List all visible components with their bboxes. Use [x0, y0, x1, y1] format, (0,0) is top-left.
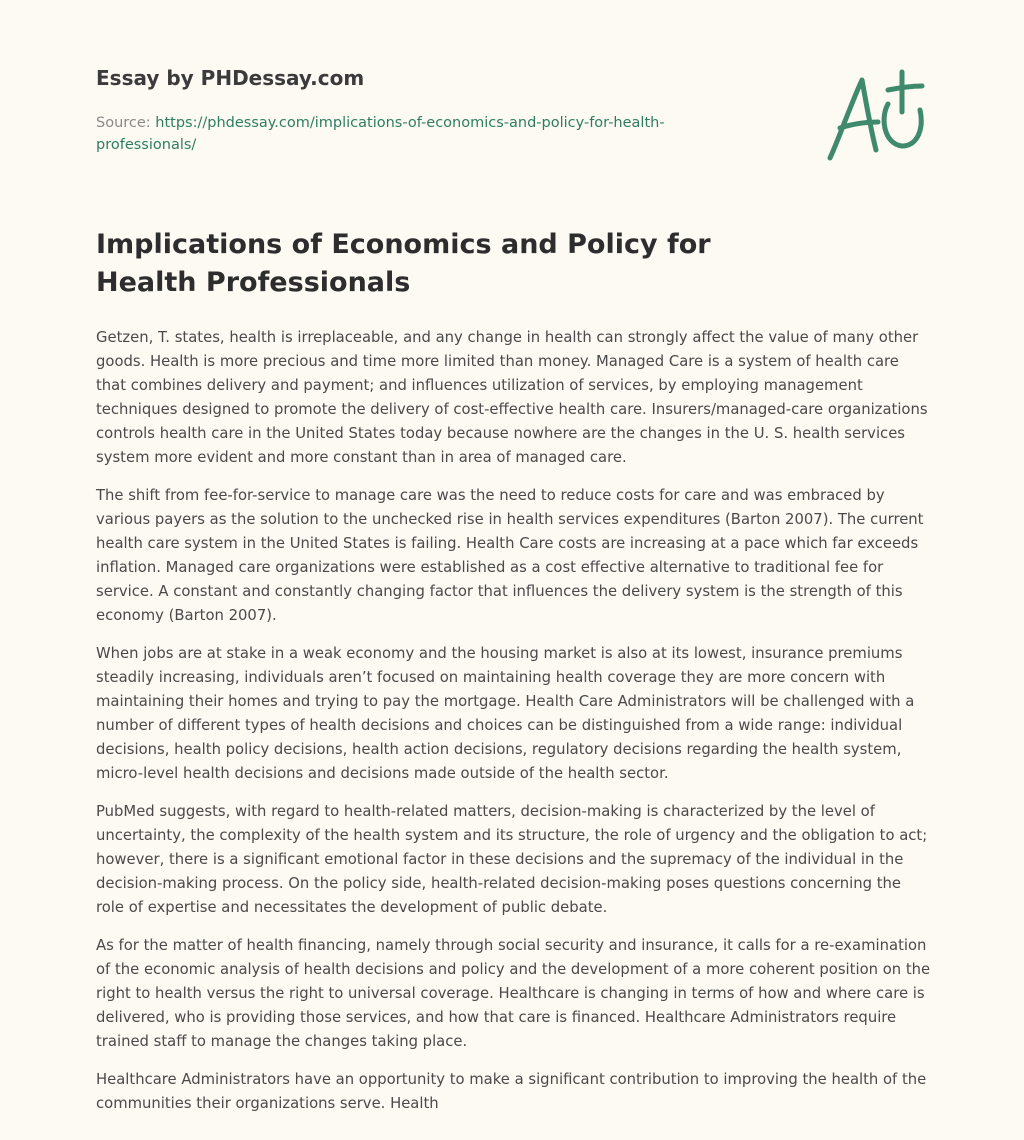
a-plus-grade-icon: [822, 66, 932, 166]
site-title: Essay by PHDessay.com: [96, 66, 365, 90]
source-link[interactable]: https://phdessay.com/implications-of-economics-and-policy-for-health-professionals/: [96, 115, 665, 153]
essay-paragraph: As for the matter of health financing, namely through social security and insurance, it calls for a re-examination of the economic analysis of health decisions and policy and the development of a more coherent position on the right to health versus the right to universal coverage. Healthcare is changing in terms of how and where care is delivered, who is providing those services, and how that care is financed. Healthcare Administrators require trained staff to manage the changes taking place.: [96, 937, 931, 1050]
essay-paragraph: Getzen, T. states, health is irreplaceable, and any change in health can strongly affect the value of many other goods. Health is more precious and time more limited than money. Managed Care is a system of health care that combines delivery and payment; and influences utilization of services, by employing management techniques designed to promote the delivery of cost-effective health care. Insurers/managed-care organizations controls health care in the United States today because nowhere are the changes in the U. S. health services system more evident and more constant than in area of managed care.: [96, 329, 928, 466]
essay-article: [96, 226, 932, 1130]
essay-paragraph: PubMed suggests, with regard to health-related matters, decision-making is characterized by the level of uncertainty, the complexity of the health system and its structure, the role of urgency and the obligation to act; however, there is a significant emotional factor in these decisions and the supremacy of the individual in the decision-making process. On the policy side, health-related decision-making poses questions concerning the role of expertise and necessitates the development of public debate.: [96, 803, 928, 916]
essay-paragraph: Healthcare Administrators have an opportunity to make a significant contribution to improving the health of the communities their organizations serve. Health: [96, 1071, 927, 1112]
essay-paragraph: The shift from fee-for-service to manage care was the need to reduce costs for care and was embraced by various payers as the solution to the unchecked rise in health services expenditures (Barton 2007). The current health care system in the United States is failing. Health Care costs are increasing at a pace which far exceeds inflation. Managed care organizations were established as a cost effective alternative to traditional fee for service. A constant and constantly changing factor that influences the delivery system is the strength of this economy (Barton 2007).: [96, 487, 924, 624]
essay-title: Implications of Economics and Policy for Health Professionals: [96, 229, 711, 298]
source-label: Source:: [96, 115, 151, 131]
source-line: [96, 112, 736, 156]
page-header: [96, 64, 736, 156]
essay-paragraph: When jobs are at stake in a weak economy and the housing market is also at its lowest, insurance premiums steadily increasing, individuals aren’t focused on maintaining health coverage they are more concern with maintaining their homes and trying to pay the mortgage. Health Care Administrators will be challenged with a number of different types of health decisions and choices can be distinguished from a wide range: individual decisions, health policy decisions, health action decisions, regulatory decisions regarding the health system, micro-level health decisions and decisions made outside of the health sector.: [96, 645, 915, 782]
